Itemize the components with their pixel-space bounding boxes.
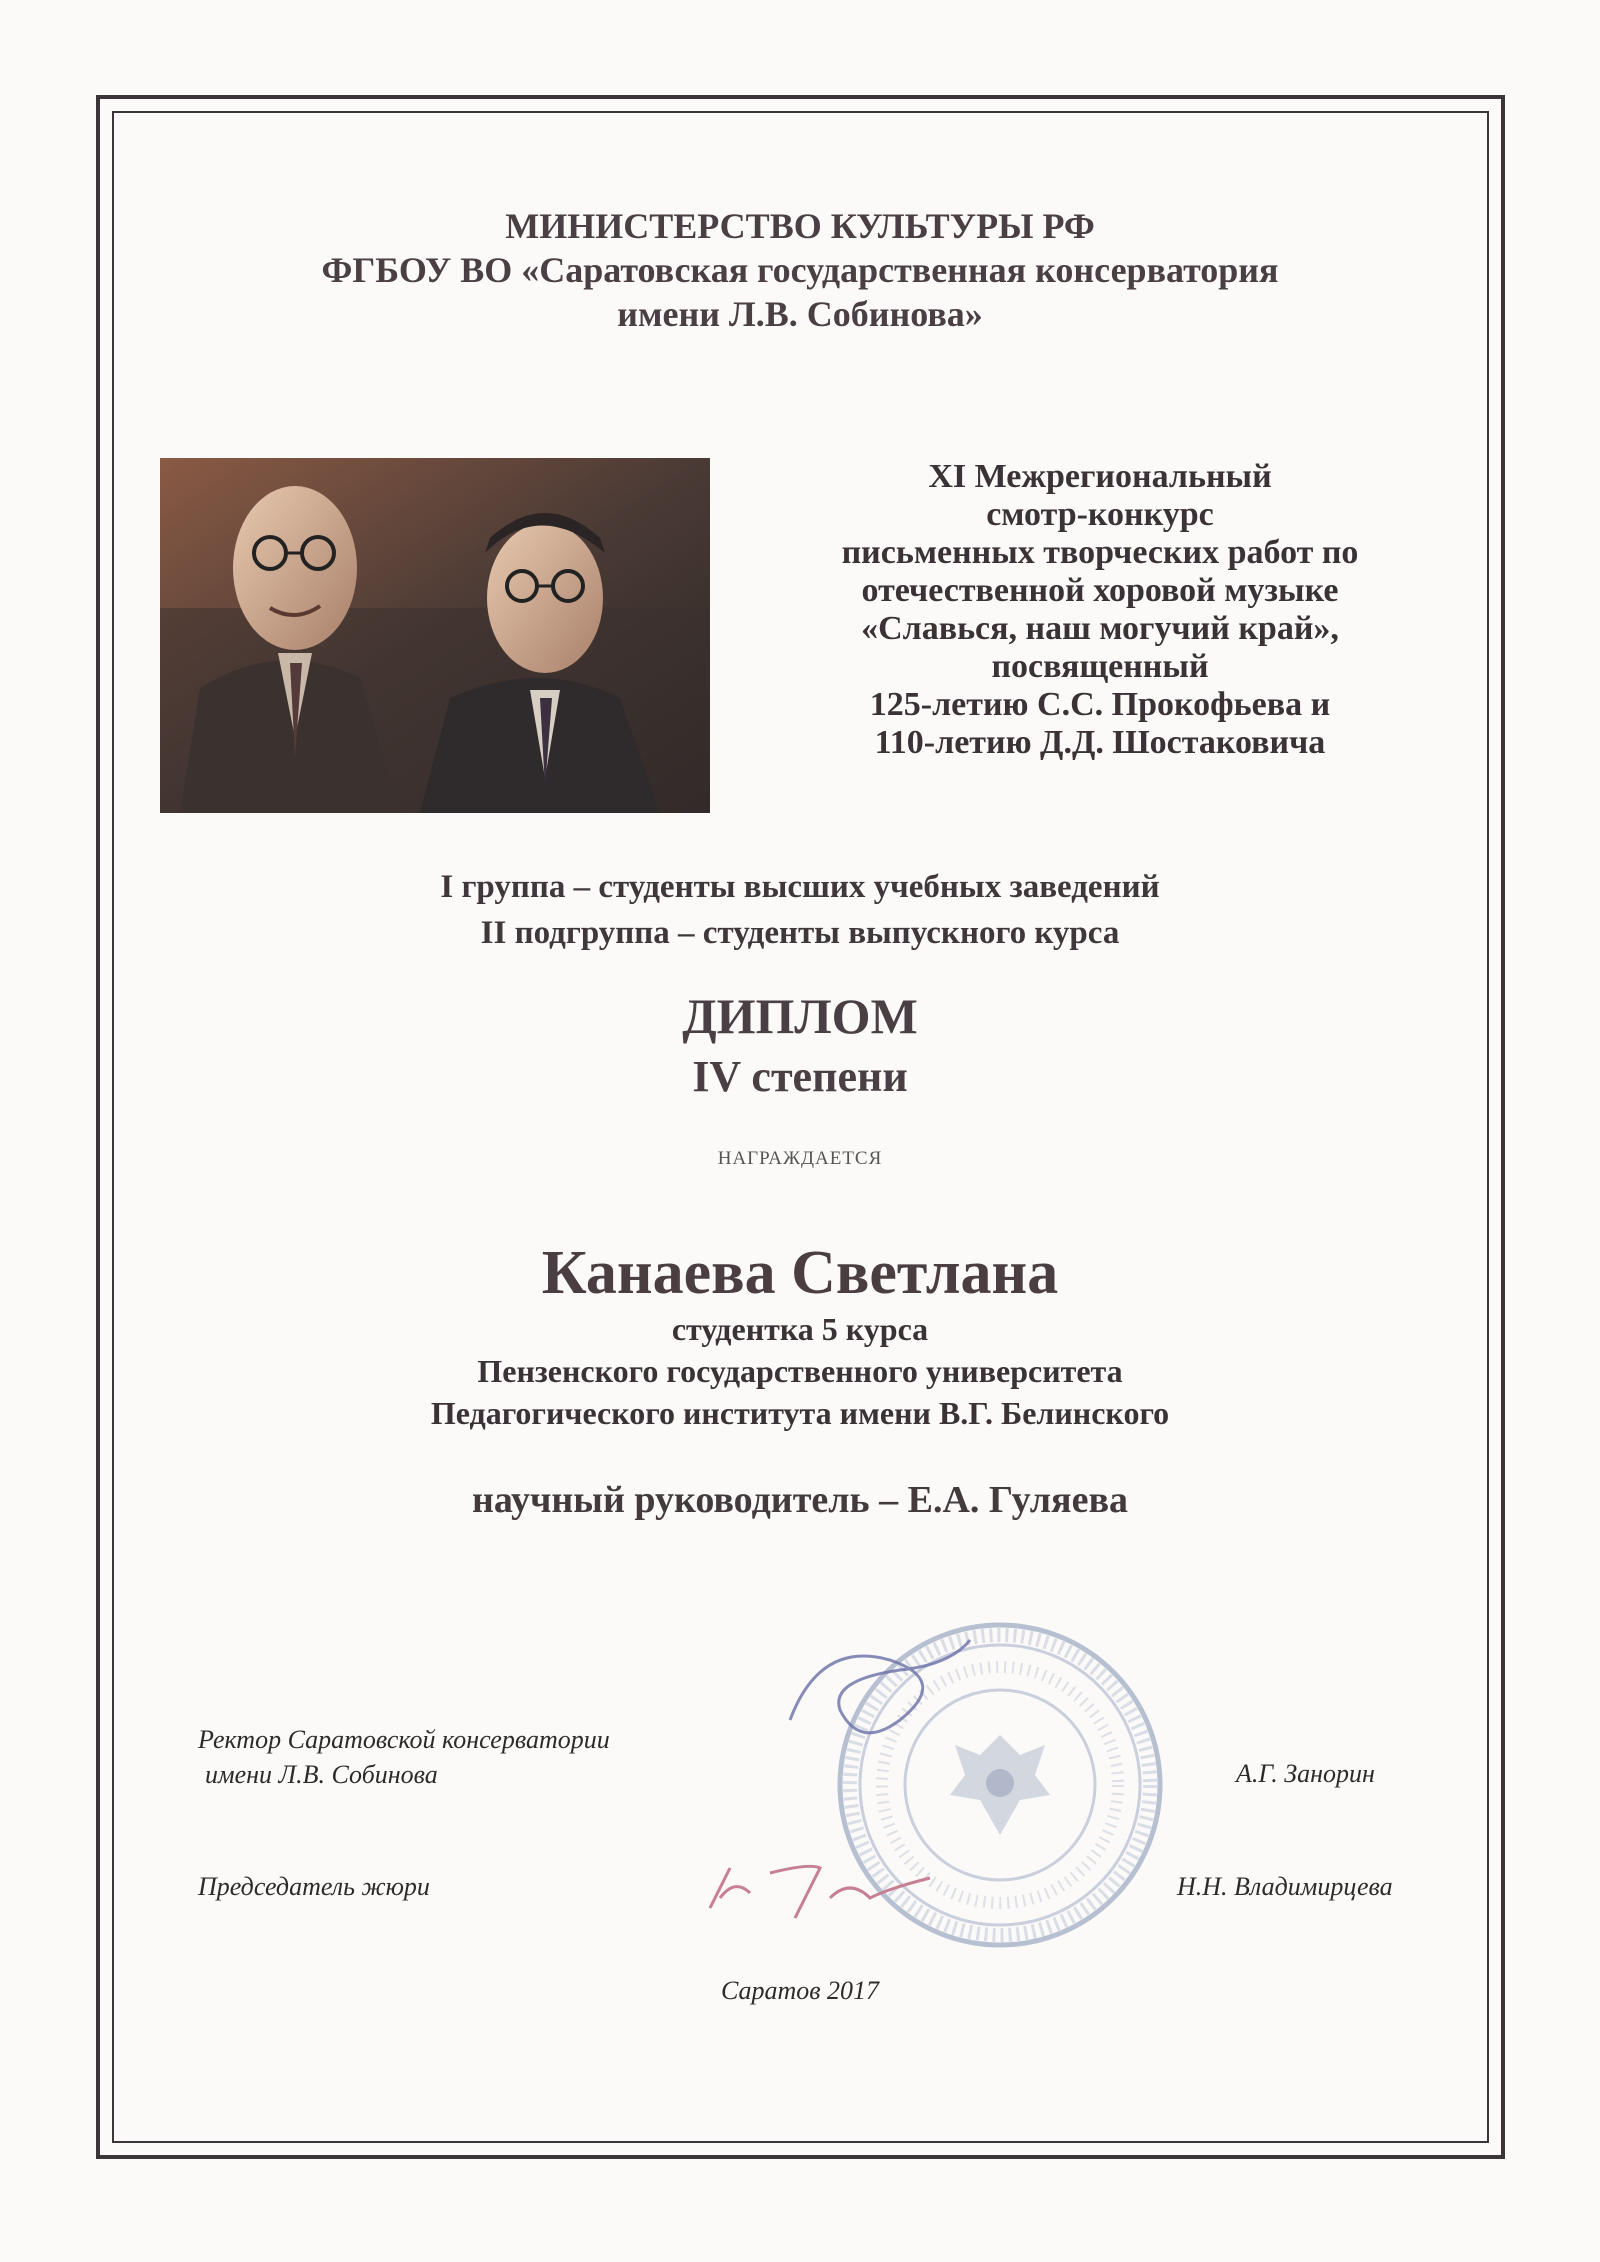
- competition-line: 125-летию С.С. Прокофьева и: [869, 686, 1331, 723]
- recipient-institute: Педагогического института имени В.Г. Белинского: [430, 1395, 1170, 1431]
- competition-line: смотр-конкурс: [986, 496, 1214, 533]
- competition-line: XI Межрегиональный: [928, 458, 1272, 495]
- place-year: Саратов 2017: [720, 1976, 880, 2005]
- competition-line: письменных творческих работ по: [841, 534, 1359, 571]
- rector-signature: [780, 1630, 980, 1760]
- awarded-label: НАГРАЖДАЕТСЯ: [717, 1148, 883, 1169]
- institution-title: ФГБОУ ВО «Саратовская государственная консерватория: [321, 250, 1279, 290]
- subgroup-line: II подгруппа – студенты выпускного курса: [480, 915, 1120, 951]
- competition-line: посвященный: [991, 648, 1209, 685]
- inner-border: [112, 111, 1489, 2143]
- diploma-degree: IV степени: [692, 1052, 908, 1101]
- recipient-name: Канаева Светлана: [541, 1239, 1059, 1307]
- recipient-university: Пензенского государственного университета: [477, 1353, 1123, 1389]
- competition-line: 110-летию Д.Д. Шостаковича: [874, 724, 1326, 761]
- ministry-title: МИНИСТЕРСТВО КУЛЬТУРЫ РФ: [505, 206, 1095, 246]
- jury-signature: [700, 1848, 940, 1928]
- rector-name: А.Г. Занорин: [1236, 1759, 1375, 1788]
- jury-chair-name: Н.Н. Владимирцева: [1177, 1872, 1393, 1901]
- institution-name: имени Л.В. Собинова»: [617, 294, 983, 334]
- group-line: I группа – студенты высших учебных заведений: [440, 869, 1160, 905]
- competition-line: «Славься, наш могучий край»,: [861, 610, 1339, 647]
- rector-title-2: имени Л.В. Собинова: [205, 1760, 438, 1789]
- supervisor-line: научный руководитель – Е.А. Гуляева: [471, 1479, 1128, 1521]
- competition-block: [790, 458, 1410, 762]
- composers-photo: [160, 458, 710, 813]
- photo-image: [160, 458, 710, 813]
- competition-line: отечественной хоровой музыке: [861, 572, 1339, 609]
- jury-chair-title: Председатель жюри: [198, 1872, 430, 1901]
- diploma-title: ДИПЛОМ: [682, 988, 918, 1044]
- recipient-course: студентка 5 курса: [671, 1311, 929, 1347]
- rector-title: Ректор Саратовской консерватории: [198, 1725, 610, 1754]
